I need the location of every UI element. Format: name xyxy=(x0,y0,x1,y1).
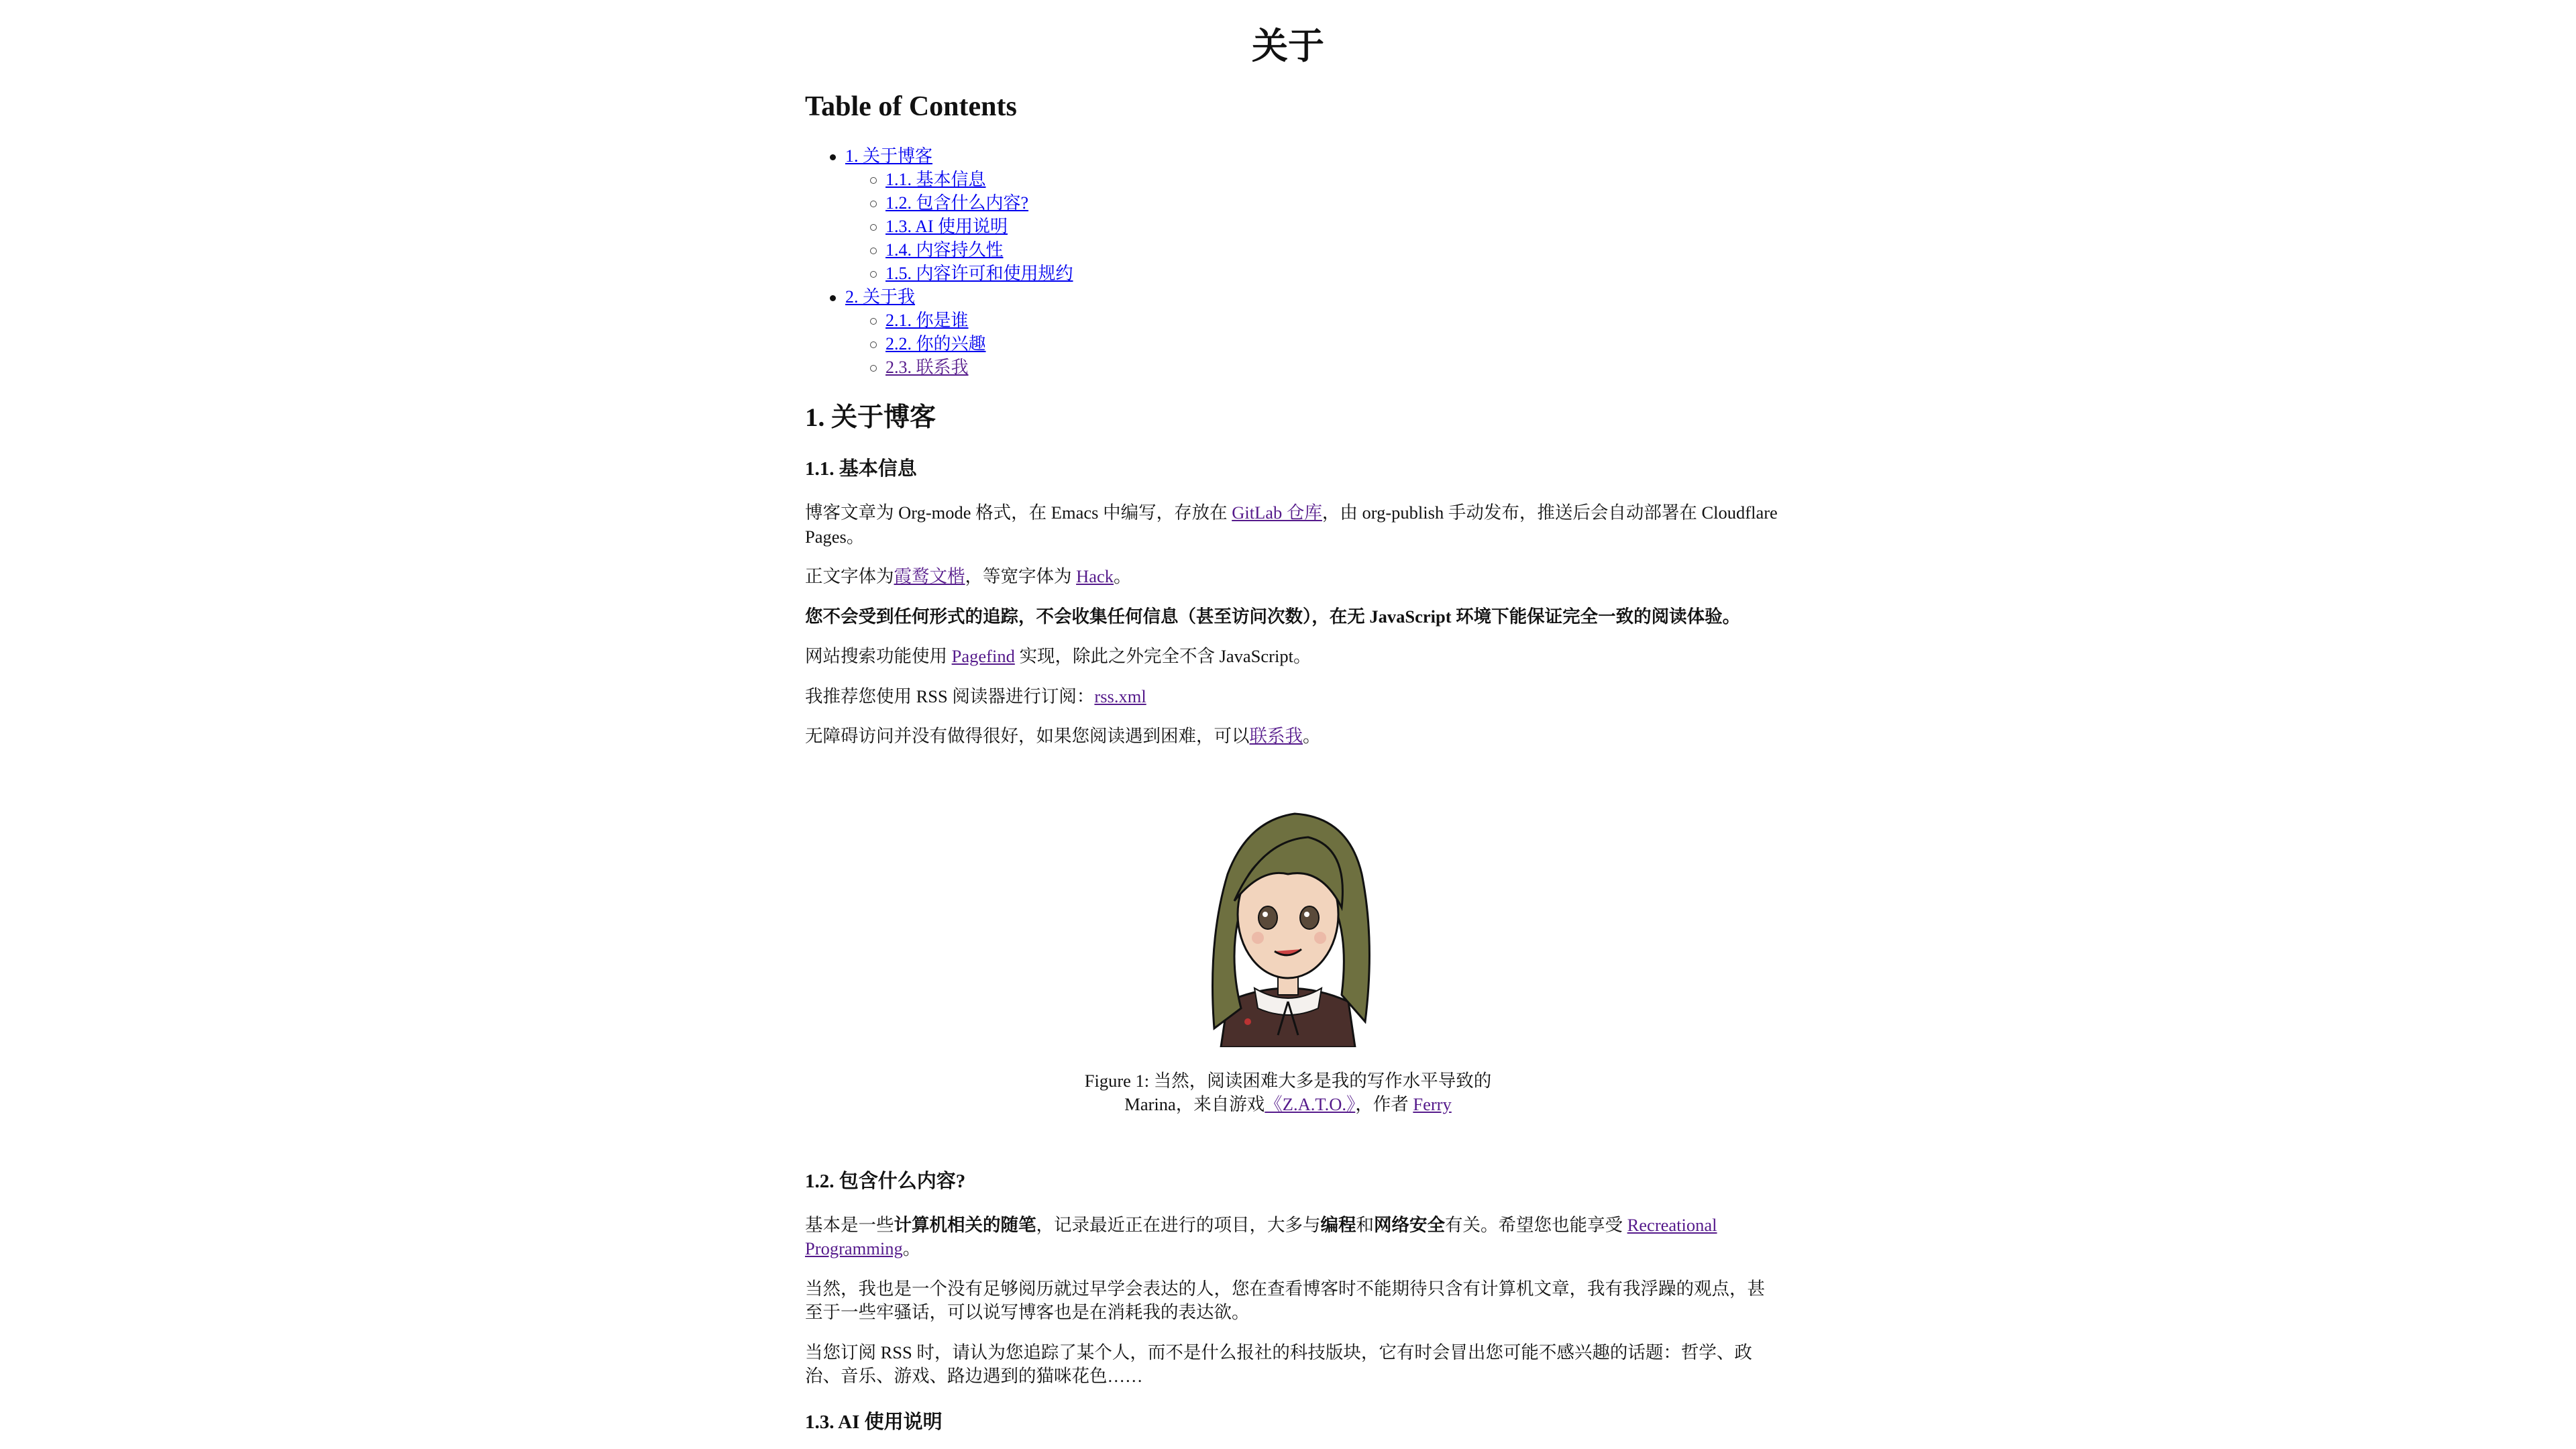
gitlab-link[interactable]: GitLab 仓库 xyxy=(1232,502,1322,523)
toc-item xyxy=(805,285,1778,309)
text: 基本是一些 xyxy=(805,1214,894,1235)
paragraph xyxy=(805,724,1778,749)
subsection-heading: 1.3. AI 使用说明 xyxy=(805,1411,943,1433)
table-of-contents xyxy=(805,144,1778,379)
paragraph: 当您订阅 RSS 时，请认为您追踪了某个人，而不是什么报社的科技版块，它有时会冒出您可能不感兴趣的话题：哲学、政治、音乐、游戏、路边遇到的猫咪花色…… xyxy=(805,1342,1752,1386)
toc-item xyxy=(805,309,1778,332)
text: Marina，来自游戏 xyxy=(1124,1093,1265,1114)
text: ，记录最近正在进行的项目，大多与 xyxy=(1036,1214,1321,1235)
toc-link-interests[interactable]: 2.2. 你的兴趣 xyxy=(885,334,986,354)
toc-item xyxy=(805,168,1778,191)
hack-link[interactable]: Hack xyxy=(1076,566,1114,586)
toc-item xyxy=(805,356,1778,379)
text: ，由 org-publish 手动发布，推送后会自动部署在 Cloudflare Pages。 xyxy=(805,502,1778,547)
toc-link-about-me[interactable]: 2. 关于我 xyxy=(845,287,916,307)
text: 。 xyxy=(1303,726,1321,746)
toc-item xyxy=(805,191,1778,215)
toc-link-persistence[interactable]: 1.4. 内容持久性 xyxy=(885,240,1004,260)
paragraph xyxy=(805,605,1778,629)
toc-item xyxy=(805,215,1778,238)
figure-caption xyxy=(805,1069,1771,1116)
text: 。 xyxy=(1114,566,1132,586)
toc-link-who-are-you[interactable]: 2.1. 你是谁 xyxy=(885,311,969,330)
text: 有关。希望您也能享受 xyxy=(1445,1214,1627,1235)
subsection-heading: 1.1. 基本信息 xyxy=(805,458,917,480)
toc-item xyxy=(805,332,1778,356)
paragraph xyxy=(805,1214,1778,1261)
toc-link-contents[interactable]: 1.2. 包含什么内容? xyxy=(885,193,1029,213)
section-heading: 1. 关于博客 xyxy=(805,403,936,432)
paragraph xyxy=(805,501,1778,549)
toc-link-contact[interactable]: 2.3. 联系我 xyxy=(885,358,969,377)
game-link[interactable]: 《Z.A.T.O.》 xyxy=(1265,1093,1356,1114)
toc-link-about-blog[interactable]: 1. 关于博客 xyxy=(845,146,933,166)
text: 无障碍访问并没有做得很好，如果您阅读遇到困难，可以 xyxy=(805,726,1250,746)
text: 和 xyxy=(1356,1214,1374,1235)
paragraph: 当然，我也是一个没有足够阅历就过早学会表达的人，您在查看博客时不能期待只含有计算机文章，我有我浮躁的观点，甚至于一些牢骚话，可以说写博客也是在消耗我的表达欲。 xyxy=(805,1278,1765,1322)
paragraph xyxy=(805,645,1778,669)
privacy-statement: 您不会受到任何形式的追踪，不会收集任何信息（甚至访问次数），在无 JavaScript 环境下能保证完全一致的阅读体验。 xyxy=(805,606,1741,627)
text: 实现，除此之外完全不含 JavaScript。 xyxy=(1014,646,1311,666)
toc-item xyxy=(805,144,1778,168)
bold-text: 编程 xyxy=(1320,1214,1356,1235)
subsection-heading: 1.2. 包含什么内容? xyxy=(805,1170,966,1192)
text: 网站搜索功能使用 xyxy=(805,646,952,666)
author-link[interactable]: Ferry xyxy=(1413,1093,1452,1114)
font-link[interactable]: 霞鹜文楷 xyxy=(894,566,965,586)
caption-line: Figure 1: 当然，阅读困难大多是我的写作水平导致的 xyxy=(1084,1070,1492,1091)
text: 。 xyxy=(902,1238,921,1258)
text: ，作者 xyxy=(1355,1093,1413,1114)
paragraph xyxy=(805,685,1778,709)
toc-item xyxy=(805,262,1778,285)
bold-text: 网络安全 xyxy=(1374,1214,1445,1235)
toc-item xyxy=(805,238,1778,262)
toc-link-basic-info[interactable]: 1.1. 基本信息 xyxy=(885,170,986,189)
page-content xyxy=(805,0,1778,1436)
pagefind-link[interactable]: Pagefind xyxy=(951,646,1015,666)
toc-heading: Table of Contents xyxy=(805,91,1017,122)
text: ，等宽字体为 xyxy=(965,566,1077,586)
text: 正文字体为 xyxy=(805,566,894,586)
contact-link[interactable]: 联系我 xyxy=(1249,726,1303,746)
page-title: 关于 xyxy=(1252,26,1324,66)
toc-link-ai-usage[interactable]: 1.3. AI 使用说明 xyxy=(885,217,1008,236)
text: 博客文章为 Org-mode 格式，在 Emacs 中编写，存放在 xyxy=(805,502,1232,523)
bold-text: 计算机相关的随笔 xyxy=(894,1214,1036,1235)
caption-line xyxy=(805,1093,1771,1116)
rss-link[interactable]: rss.xml xyxy=(1094,686,1146,706)
figure xyxy=(805,807,1771,1116)
marina-illustration xyxy=(1194,807,1382,1047)
toc-link-license[interactable]: 1.5. 内容许可和使用规约 xyxy=(885,264,1073,283)
recreational-programming-link[interactable]: Recreational Programming xyxy=(805,1214,1717,1258)
paragraph xyxy=(805,565,1778,589)
text: 我推荐您使用 RSS 阅读器进行订阅： xyxy=(805,686,1095,706)
